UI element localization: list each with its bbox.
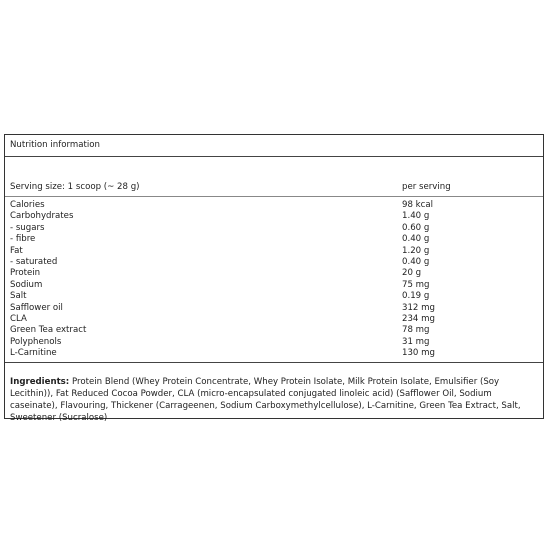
nutrient-value: 0.60 g (402, 222, 430, 233)
serving-size-label: Serving size: 1 scoop (~ 28 g) (10, 182, 140, 192)
nutrient-value: 20 g (402, 268, 422, 279)
table-row (5, 280, 543, 291)
nutrient-value: 75 mg (402, 279, 430, 290)
table-row (5, 211, 543, 222)
nutrient-value: 0.40 g (402, 234, 430, 245)
table-row (5, 325, 543, 336)
panel-title: Nutrition information (10, 140, 100, 150)
ingredients-label: Ingredients: (10, 377, 70, 387)
nutrient-name: - saturated (10, 257, 58, 268)
nutrient-name: CLA (10, 314, 27, 325)
header-divider (5, 196, 543, 197)
nutrient-value: 31 mg (402, 336, 430, 347)
nutrient-name: Fat (10, 245, 23, 256)
nutrient-value: 78 mg (402, 325, 430, 336)
nutrient-name: Calories (10, 200, 45, 210)
nutrient-value: 130 mg (402, 348, 435, 359)
nutrient-value: 1.40 g (402, 211, 430, 222)
nutrient-value: 234 mg (402, 314, 435, 325)
table-row (5, 268, 543, 279)
nutrient-rows (5, 200, 543, 360)
per-serving-header: per serving (402, 182, 451, 192)
nutrient-name: Salt (10, 291, 27, 302)
nutrient-name: Sodium (10, 279, 43, 290)
table-row (5, 246, 543, 257)
title-divider (5, 156, 543, 157)
table-row (5, 314, 543, 325)
nutrient-value: 1.20 g (402, 245, 430, 256)
nutrient-value: 98 kcal (402, 200, 434, 210)
nutrient-name: Carbohydrates (10, 211, 74, 222)
nutrient-name: Green Tea extract (10, 325, 87, 336)
nutrient-value: 312 mg (402, 302, 435, 313)
serving-row (5, 182, 543, 194)
nutrient-name: L-Carnitine (10, 348, 57, 359)
table-row (5, 234, 543, 245)
table-row (5, 337, 543, 348)
table-row (5, 291, 543, 302)
ingredients-text (10, 376, 540, 424)
table-row (5, 223, 543, 234)
table-row (5, 303, 543, 314)
nutrient-name: Protein (10, 268, 41, 279)
table-row (5, 200, 543, 211)
nutrient-name: Safflower oil (10, 302, 63, 313)
nutrient-name: - sugars (10, 222, 45, 233)
nutrient-value: 0.40 g (402, 257, 430, 268)
nutrient-name: Polyphenols (10, 336, 62, 347)
table-bottom-divider (5, 362, 543, 363)
nutrition-panel (4, 134, 544, 423)
nutrient-value: 0.19 g (402, 291, 430, 302)
ingredients-list: Protein Blend (Whey Protein Concentrate, Whey Protein Isolate, Milk Protein Isolate, Emulsifier (Soy Lecithin)), Fat Reduced Cocoa Powder, CLA (micro-encapsulated conjugated linoleic acid) (Safflower Oil, Sodium caseinate), Flavouring, Thickener (Carrageenen, Sodium Carboxymethylcellulose), L-Carnitine, Green Tea Extract, Salt, Sweetener (Sucralose) (10, 377, 521, 423)
nutrient-name: - fibre (10, 234, 36, 245)
table-row (5, 348, 543, 359)
table-row (5, 257, 543, 268)
